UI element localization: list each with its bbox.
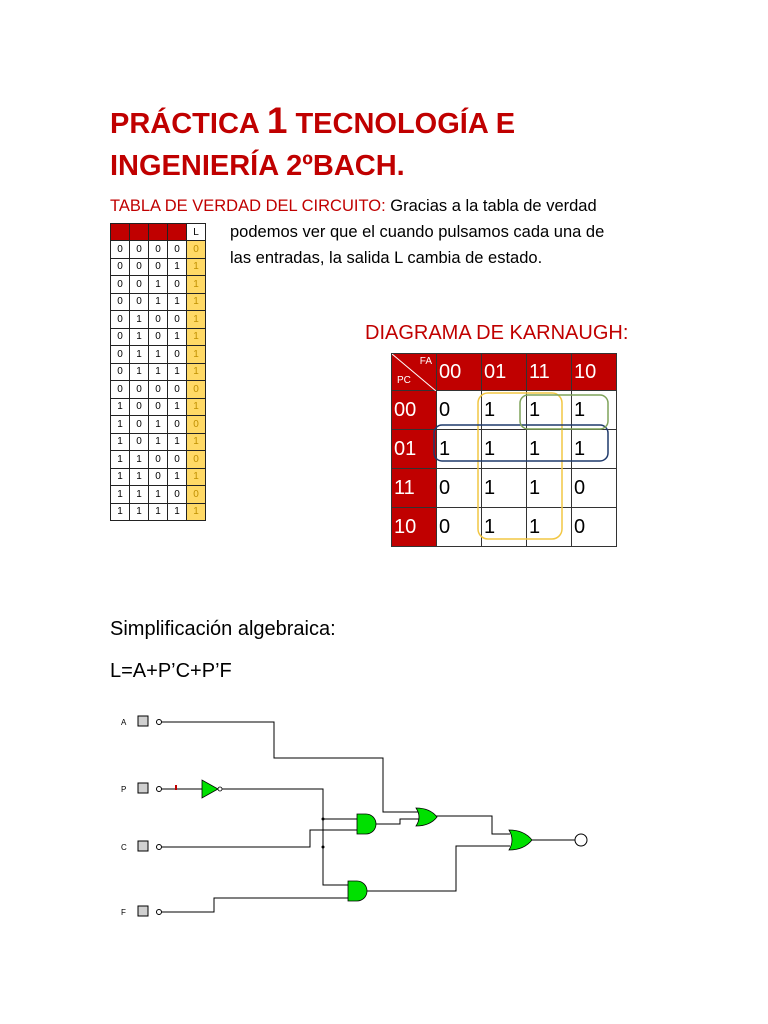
karnaugh-row	[392, 391, 617, 430]
intro-line-1: Gracias a la tabla de verdad	[385, 197, 597, 215]
karnaugh-cell: 1	[572, 430, 617, 469]
truth-output-cell: 1	[187, 363, 206, 381]
truth-row	[111, 328, 206, 346]
truth-row	[111, 276, 206, 294]
truth-cell: 0	[111, 241, 130, 259]
page-title-line-2: INGENIERÍA 2ºBACH.	[110, 150, 405, 182]
truth-cell: 1	[130, 468, 149, 486]
karnaugh-cell: 1	[482, 430, 527, 469]
truth-row	[111, 486, 206, 504]
truth-cell: 1	[168, 468, 187, 486]
truth-cell: 0	[149, 398, 168, 416]
truth-header-l: L	[187, 224, 206, 241]
truth-output-cell: 1	[187, 398, 206, 416]
karnaugh-row-header: 00	[392, 391, 437, 430]
not-gate-icon	[202, 780, 218, 798]
karnaugh-cell: 1	[572, 391, 617, 430]
truth-cell: 1	[130, 503, 149, 521]
input-node-c	[157, 845, 162, 850]
karnaugh-row-header: 01	[392, 430, 437, 469]
karnaugh-row	[392, 469, 617, 508]
karnaugh-cell: 1	[437, 430, 482, 469]
truth-header-f: F	[149, 224, 168, 241]
page-title-line-1	[110, 100, 515, 142]
truth-cell: 0	[149, 311, 168, 329]
truth-cell: 0	[130, 398, 149, 416]
truth-row	[111, 416, 206, 434]
truth-cell: 1	[149, 346, 168, 364]
karnaugh-row-header: 11	[392, 469, 437, 508]
truth-header-p: P	[111, 224, 130, 241]
truth-cell: 0	[168, 346, 187, 364]
truth-cell: 0	[149, 241, 168, 259]
title-suffix: TECNOLOGÍA E	[287, 108, 516, 140]
truth-cell: 0	[168, 451, 187, 469]
karnaugh-row	[392, 430, 617, 469]
truth-cell: 0	[130, 241, 149, 259]
truth-cell: 0	[149, 451, 168, 469]
intro-line-3: las entradas, la salida L cambia de estado.	[230, 249, 543, 267]
truth-cell: 1	[168, 328, 187, 346]
truth-cell: 1	[149, 363, 168, 381]
karnaugh-cell: 1	[527, 508, 572, 547]
truth-cell: 0	[130, 381, 149, 399]
truth-cell: 0	[168, 381, 187, 399]
truth-cell: 1	[111, 468, 130, 486]
truth-cell: 1	[111, 433, 130, 451]
truth-output-cell: 0	[187, 416, 206, 434]
karnaugh-col-header: 11	[527, 354, 572, 391]
truth-cell: 0	[130, 433, 149, 451]
truth-cell: 1	[168, 293, 187, 311]
truth-row	[111, 346, 206, 364]
karnaugh-cell: 0	[437, 469, 482, 508]
karnaugh-cell: 0	[572, 508, 617, 547]
logic-circuit	[0, 700, 768, 940]
truth-cell: 0	[149, 328, 168, 346]
truth-cell: 0	[111, 381, 130, 399]
karnaugh-col-header: 00	[437, 354, 482, 391]
karnaugh-col-header: 10	[572, 354, 617, 391]
truth-cell: 0	[111, 346, 130, 364]
karnaugh-cell: 1	[527, 469, 572, 508]
truth-table	[110, 223, 206, 521]
truth-cell: 1	[149, 503, 168, 521]
truth-output-cell: 1	[187, 258, 206, 276]
truth-cell: 1	[111, 398, 130, 416]
karnaugh-cell: 0	[437, 508, 482, 547]
truth-output-cell: 1	[187, 328, 206, 346]
truth-output-cell: 1	[187, 433, 206, 451]
intro-label: TABLA DE VERDAD DEL CIRCUITO:	[110, 197, 386, 215]
truth-cell: 0	[168, 241, 187, 259]
corner-label-fa: FA	[419, 356, 432, 367]
truth-row	[111, 241, 206, 259]
title-prefix: PRÁCTICA	[110, 108, 267, 140]
karnaugh-title: DIAGRAMA DE KARNAUGH:	[365, 322, 629, 344]
truth-cell: 0	[149, 381, 168, 399]
truth-cell: 0	[168, 486, 187, 504]
truth-output-cell: 0	[187, 486, 206, 504]
truth-output-cell: 1	[187, 346, 206, 364]
input-switch-f[interactable]	[138, 906, 148, 916]
input-label-c: C	[121, 843, 127, 852]
simplified-expression: L=A+P’C+P’F	[110, 660, 232, 682]
truth-cell: 0	[168, 416, 187, 434]
truth-cell: 1	[168, 433, 187, 451]
truth-cell: 1	[111, 416, 130, 434]
or-gate-1-icon	[416, 808, 437, 826]
truth-cell: 1	[111, 503, 130, 521]
truth-output-cell: 1	[187, 293, 206, 311]
or-gate-2-icon	[509, 830, 532, 850]
karnaugh-cell: 1	[527, 391, 572, 430]
truth-cell: 1	[149, 486, 168, 504]
and-gate-2-icon	[348, 881, 367, 901]
truth-cell: 1	[130, 311, 149, 329]
truth-output-cell: 1	[187, 503, 206, 521]
truth-cell: 1	[149, 433, 168, 451]
truth-cell: 0	[168, 276, 187, 294]
input-node-a	[157, 720, 162, 725]
karnaugh-cell: 1	[482, 508, 527, 547]
truth-cell: 0	[111, 293, 130, 311]
karnaugh-cell: 0	[437, 391, 482, 430]
karnaugh-corner	[392, 354, 437, 391]
truth-output-cell: 1	[187, 468, 206, 486]
truth-row	[111, 503, 206, 521]
truth-cell: 1	[149, 416, 168, 434]
truth-cell: 0	[130, 293, 149, 311]
karnaugh-cell: 1	[527, 430, 572, 469]
truth-row	[111, 451, 206, 469]
input-switch-c[interactable]	[138, 841, 148, 851]
truth-output-cell: 0	[187, 381, 206, 399]
corner-label-pc: PC	[397, 375, 411, 386]
truth-row	[111, 398, 206, 416]
input-label-a: A	[121, 718, 127, 727]
truth-row	[111, 293, 206, 311]
truth-row	[111, 311, 206, 329]
input-label-f: F	[121, 908, 126, 917]
truth-cell: 1	[130, 346, 149, 364]
truth-cell: 0	[111, 258, 130, 276]
truth-cell: 1	[168, 503, 187, 521]
truth-row	[111, 363, 206, 381]
truth-cell: 1	[130, 451, 149, 469]
truth-cell: 1	[111, 486, 130, 504]
truth-cell: 1	[149, 276, 168, 294]
intro-line-2: podemos ver que el cuando pulsamos cada una de	[230, 223, 605, 241]
input-label-p: P	[121, 785, 127, 794]
karnaugh-col-header: 01	[482, 354, 527, 391]
truth-cell: 0	[149, 258, 168, 276]
truth-output-cell: 0	[187, 451, 206, 469]
truth-header-a: A	[168, 224, 187, 241]
karnaugh-row-header: 10	[392, 508, 437, 547]
truth-cell: 1	[168, 363, 187, 381]
input-switch-a[interactable]	[138, 716, 148, 726]
truth-cell: 0	[111, 328, 130, 346]
simplification-title: Simplificación algebraica:	[110, 618, 336, 640]
truth-cell: 0	[168, 311, 187, 329]
title-number: 1	[266, 100, 288, 141]
output-lamp-icon	[575, 834, 587, 846]
truth-cell: 0	[111, 311, 130, 329]
truth-output-cell: 1	[187, 311, 206, 329]
truth-cell: 1	[168, 258, 187, 276]
input-switch-p[interactable]	[138, 783, 148, 793]
input-node-f	[157, 910, 162, 915]
truth-cell: 0	[149, 468, 168, 486]
truth-cell: 0	[111, 363, 130, 381]
truth-cell: 0	[111, 276, 130, 294]
karnaugh-cell: 0	[572, 469, 617, 508]
truth-cell: 1	[168, 398, 187, 416]
truth-cell: 1	[130, 328, 149, 346]
truth-row	[111, 381, 206, 399]
karnaugh-row	[392, 508, 617, 547]
not-gate-bubble	[218, 787, 222, 791]
karnaugh-map	[391, 353, 617, 547]
truth-table-header	[111, 224, 206, 241]
truth-cell: 1	[111, 451, 130, 469]
truth-cell: 1	[149, 293, 168, 311]
truth-cell: 0	[130, 416, 149, 434]
truth-row	[111, 258, 206, 276]
truth-cell: 0	[130, 276, 149, 294]
truth-row	[111, 468, 206, 486]
karnaugh-cell: 1	[482, 469, 527, 508]
truth-cell: 1	[130, 363, 149, 381]
truth-cell: 0	[130, 258, 149, 276]
truth-cell: 1	[130, 486, 149, 504]
truth-output-cell: 1	[187, 276, 206, 294]
truth-output-cell: 0	[187, 241, 206, 259]
truth-header-c: C	[130, 224, 149, 241]
input-node-p	[157, 787, 162, 792]
karnaugh-cell: 1	[482, 391, 527, 430]
truth-row	[111, 433, 206, 451]
and-gate-1-icon	[357, 814, 376, 834]
